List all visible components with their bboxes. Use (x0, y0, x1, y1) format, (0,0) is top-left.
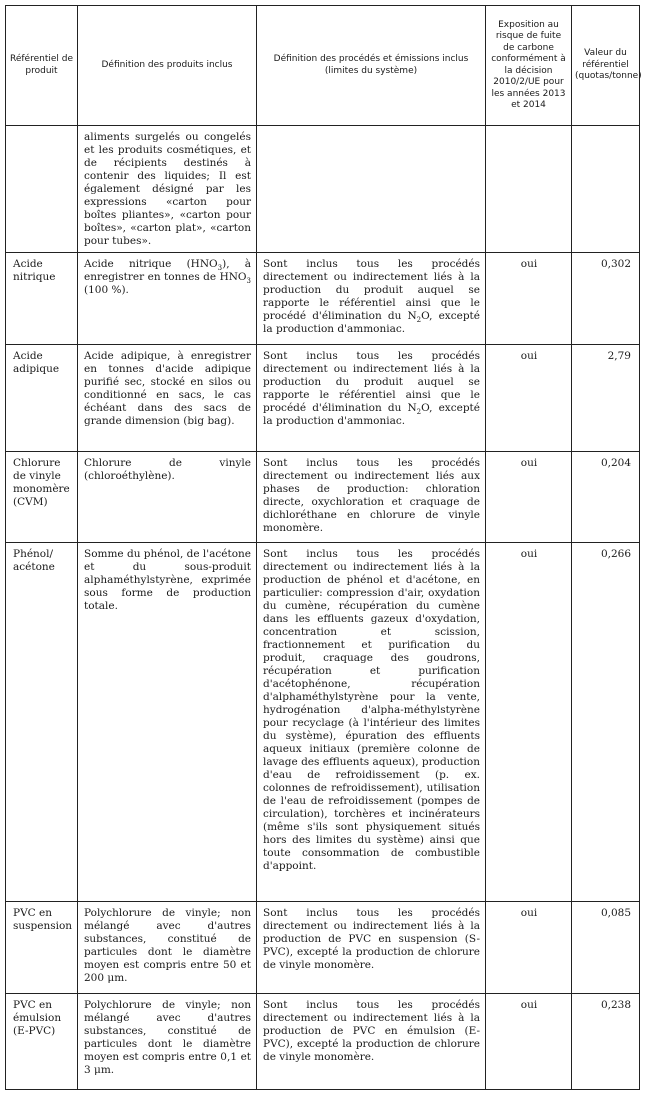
cell-referentiel: Acide adipique (13, 350, 60, 375)
cell-definition-produit: Somme du phénol, de l'acétone et du sous-produit alphaméthylstyrène, exprimée sous forme de production totale. (84, 548, 252, 612)
cell-valeur: 0,085 (600, 907, 631, 919)
table-row (6, 126, 640, 253)
cell-referentiel: PVC en suspension (13, 907, 73, 932)
cell-valeur: 0,204 (600, 457, 631, 469)
cell-definition-produit: Polychlorure de vinyle; non mélangé avec d'autres substances, constitué de particules dont le diamètre moyen est compris entre 50 et 200 μm. (84, 907, 251, 984)
cell-exposition: oui (520, 350, 538, 362)
cell-definition-produit: Polychlorure de vinyle; non mélangé avec d'autres substances, constitué de particules dont le diamètre moyen est compris entre 0,1 et 3 μm. (84, 999, 251, 1076)
cell-definition-procede: Sont inclus tous les procédés directement ou indirectement liés à la production de phénol et d'acétone, en particulier: compression d'air, oxydation du cumène, récupération du cumène dans les effluents gazeux d'oxydation, concentration et scission, fractionnement et purification du produit, craquage des goudrons, récupération et purification d'acétophénone, récupération d'alphaméthylstyrène pour la vente, hydrogénation d'alpha-méthylstyrène pour recyclage (à l'intérieur des limites du système), épuration des effluents aqueux initiaux (première colonne de lavage des effluents aqueux), production d'eau de refroidissement (p. ex. colonnes de refroidissement), utilisation de l'eau de refroidissement (pompes de circulation), torchères et incinérateurs (même s'ils sont physiquement situés hors des limites du système) ainsi que toute consommation de combustible d'appoint. (263, 548, 480, 872)
cell-referentiel: Acide nitrique (13, 258, 56, 283)
cell-definition-procede: Sont inclus tous les procédés directement ou indirectement liés à la production du produit auquel se rapporte le référentiel ainsi que le procédé d'élimination du $N_2O$, excepté la production d'ammoniac. (263, 258, 480, 335)
cell-referentiel: PVC en émulsion (E-PVC) (13, 999, 62, 1037)
cell-definition-produit: aliments surgelés ou congelés et les produits cosmétiques, et de récipients destinés à contenir des liquides; Il est également désigné par les expressions «carton pour boîtes pliantes», «carton pour boîtes», «carton plat», «carton pour tubes». (84, 131, 251, 247)
cell-definition-procede: Sont inclus tous les procédés directement ou indirectement liés à la production de PVC en émulsion (E-PVC), excepté la production de chlorure de vinyle monomère. (263, 999, 480, 1063)
header-exposition-fuite-carbone: Exposition au risque de fuite de carbone conformément à la décision 2010/2/UE pour les années 2013 et 2014 (486, 6, 572, 126)
cell-referentiel: Phénol/ acétone (13, 548, 55, 573)
cell-referentiel: Chlorure de vinyle monomère (CVM) (13, 457, 70, 508)
cell-definition-procede: Sont inclus tous les procédés directement ou indirectement liés à la production de PVC en suspension (S-PVC), excepté la production de chlorure de vinyle monomère. (263, 907, 480, 971)
cell-valeur: 0,266 (600, 548, 631, 560)
cell-definition-procede: Sont inclus tous les procédés directement ou indirectement liés aux phases de production: chloration directe, oxychloration et craquage de dichloréthane en chlorure de vinyle monomère. (263, 457, 480, 534)
cell-definition-procede (257, 126, 485, 135)
table-row (6, 253, 640, 345)
table-row (6, 902, 640, 994)
table-header-row (6, 6, 640, 126)
cell-exposition: oui (520, 548, 538, 560)
cell-exposition: oui (520, 999, 538, 1011)
cell-definition-produit: Chlorure de vinyle (chloroéthylène). (84, 457, 251, 482)
table-row (6, 994, 640, 1090)
header-referentiel: Référentiel de produit (6, 6, 78, 126)
table-row (6, 345, 640, 452)
cell-definition-produit: Acide adipique, à enregistrer en tonnes d'acide adipique purifié sec, stocké en silos ou conditionné en sacs, le cas échéant dans des sacs de grande dimension (big bag). (84, 350, 251, 427)
cell-valeur: 0,302 (600, 258, 631, 270)
cell-definition-procede: Sont inclus tous les procédés directement ou indirectement liés à la production du produit auquel se rapporte le référentiel ainsi que le procédé d'élimination du $N_2O$, excepté la production d'ammoniac. (263, 350, 480, 427)
cell-exposition (486, 126, 571, 135)
header-definition-produits: Définition des produits inclus (78, 6, 257, 126)
cell-referentiel (6, 126, 77, 135)
table-row (6, 452, 640, 543)
cell-valeur: 0,238 (600, 999, 631, 1011)
header-valeur-referentiel: Valeur du référentiel (quotas/tonne) (572, 6, 640, 126)
cell-definition-produit: Acide nitrique $(HNO_3)$, à enregistrer en tonnes de $HNO_3$ (100 %). (84, 258, 251, 296)
cell-valeur (572, 126, 639, 135)
benchmark-table (5, 5, 640, 1090)
header-definition-procedes: Définition des procédés et émissions inclus (limites du système) (257, 6, 486, 126)
cell-exposition: oui (520, 907, 538, 919)
cell-exposition: oui (520, 457, 538, 469)
cell-valeur: 2,79 (607, 350, 631, 362)
cell-exposition: oui (520, 258, 538, 270)
table-row (6, 543, 640, 902)
